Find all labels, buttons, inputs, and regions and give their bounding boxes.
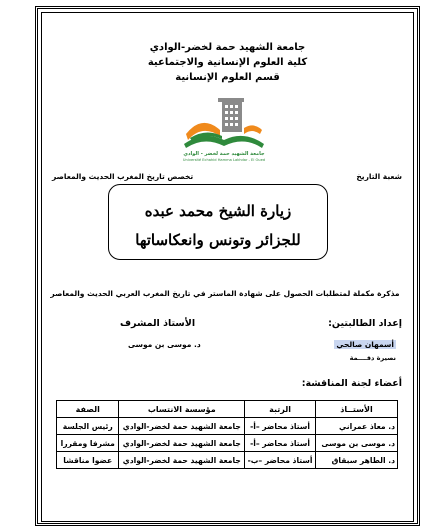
col-institution: مؤسسة الانتساب	[119, 401, 245, 418]
department-name: قسم العلوم الإنسانية	[175, 72, 280, 83]
supervisor-label: الأستاذ المشرف	[120, 318, 196, 329]
table-row	[57, 452, 398, 469]
member-institution: جامعة الشهيد حمة لخضر-الوادي	[119, 452, 245, 469]
thesis-title-box	[108, 184, 328, 260]
member-rank: أستاذ محاضر –ب-	[245, 452, 316, 469]
thesis-title-line2: للجزائر وتونس وانعكاساتها	[135, 231, 301, 249]
committee-header-row	[57, 401, 398, 418]
university-logo	[180, 94, 268, 164]
students-label: إعداد الطالبتين:	[328, 318, 402, 329]
branch-label: شعبة التاريخ	[356, 172, 402, 181]
table-row	[57, 418, 398, 435]
member-role: عضوا مناقشا	[57, 452, 119, 469]
col-rank: الرتبة	[245, 401, 316, 418]
member-institution: جامعة الشهيد حمة لخضر-الوادي	[119, 418, 245, 435]
member-name: د. معاذ عمراني	[315, 418, 397, 435]
svg-text:Université Echahid Hamma Lakhd: Université Echahid Hamma Lakhdar - El Oued	[182, 158, 266, 162]
committee-table	[56, 400, 398, 469]
thesis-title-line1: زيارة الشيخ محمد عبده	[144, 202, 292, 220]
member-name: د. الطاهر سبقاق	[315, 452, 397, 469]
student-name-2: نصيرة دقــــمة	[349, 354, 396, 362]
specialty-label: تخصص تاريخ المغرب الحديث والمعاصر	[52, 172, 194, 181]
committee-title: أعضاء لجنة المناقشة:	[301, 378, 402, 389]
member-role: مشرفا ومقررا	[57, 435, 119, 452]
col-professor: الأستــاذ	[315, 401, 397, 418]
member-rank: أستاذ محاضر –أ-	[245, 418, 316, 435]
col-role: الصفة	[57, 401, 119, 418]
student-name-1: أسمهان صالحي	[336, 340, 394, 349]
memo-description: مذكرة مكملة لمتطلبات الحصول على شهادة الماستر في تاريخ المغرب العربي الحديث والمعاصر	[50, 289, 400, 298]
table-row	[57, 435, 398, 452]
faculty-name: كلية العلوم الإنسانية والاجتماعية	[147, 57, 308, 68]
member-rank: أستاذ محاضر –أ-	[245, 435, 316, 452]
member-name: د. موسى بن موسى	[315, 435, 397, 452]
svg-text:جامعة الشهيد حمة لخضر - الوادي: جامعة الشهيد حمة لخضر - الوادي	[183, 151, 265, 157]
supervisor-name: د. موسى بن موسى	[128, 340, 201, 349]
member-role: رئيس الجلسة	[57, 418, 119, 435]
university-name: جامعة الشهيد حمة لخضر-الوادي	[149, 42, 306, 53]
member-institution: جامعة الشهيد حمة لخضر-الوادي	[119, 435, 245, 452]
